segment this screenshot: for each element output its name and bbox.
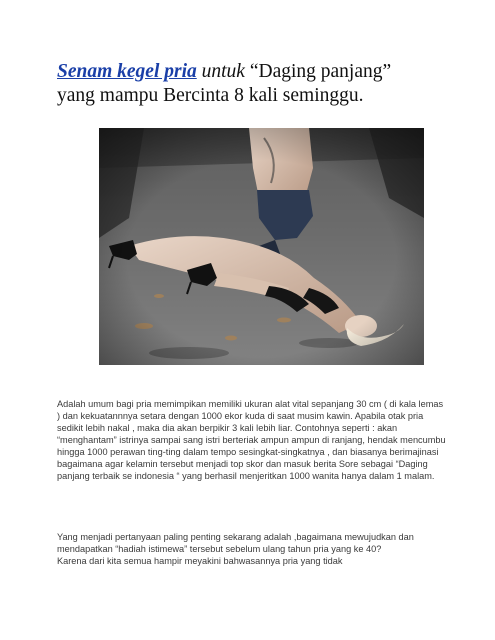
title-link[interactable]: Senam kegel pria	[57, 61, 197, 82]
title-italic-word: untuk	[201, 61, 245, 82]
paragraph-group	[57, 531, 447, 567]
paragraph-intro: Adalah umum bagi pria memimpikan memiliki ukuran alat vital sepanjang 30 cm ( di kala lemas ) dan kekuatannnya setara dengan 1000 ekor kuda di saat musim kawin. Apabila otak pria sedikit lebih nakal , maka dia akan berpikir 3 kali lebih liar. Contohnya seperti : akan “menghantam” istrinya sampai sang istri berteriak ampun ampun di ranjang, hendak mencumbu hingga 1000 perawan ting-ting dalam tempo sesingkat-singkatnya , dan biasanya berimajinasi bagaimana agar kelamin tersebut menjadi top skor dan masuk berita Sore sebagai “Daging panjang terbaik se indonesia “ yang berhasil menjeritkan 1000 wanita hanya dalam 1 malam.	[57, 399, 446, 481]
paragraph-continuation: Karena dari kita semua hampir meyakini bahwasannya pria yang tidak	[57, 556, 343, 566]
paragraph-question: Yang menjadi pertanyaan paling penting sekarang adalah ,bagaimana mewujudkan dan mendapatkan “hadiah istimewa” tersebut sebelum ulang tahun pria yang ke 40?	[57, 532, 414, 554]
title-line-2: yang mampu Bercinta 8 kali seminggu.	[57, 85, 364, 106]
title-rest: “Daging panjang”	[249, 61, 392, 82]
article-photo	[99, 128, 424, 365]
document-title	[57, 60, 467, 108]
photo-illustration	[99, 128, 424, 365]
